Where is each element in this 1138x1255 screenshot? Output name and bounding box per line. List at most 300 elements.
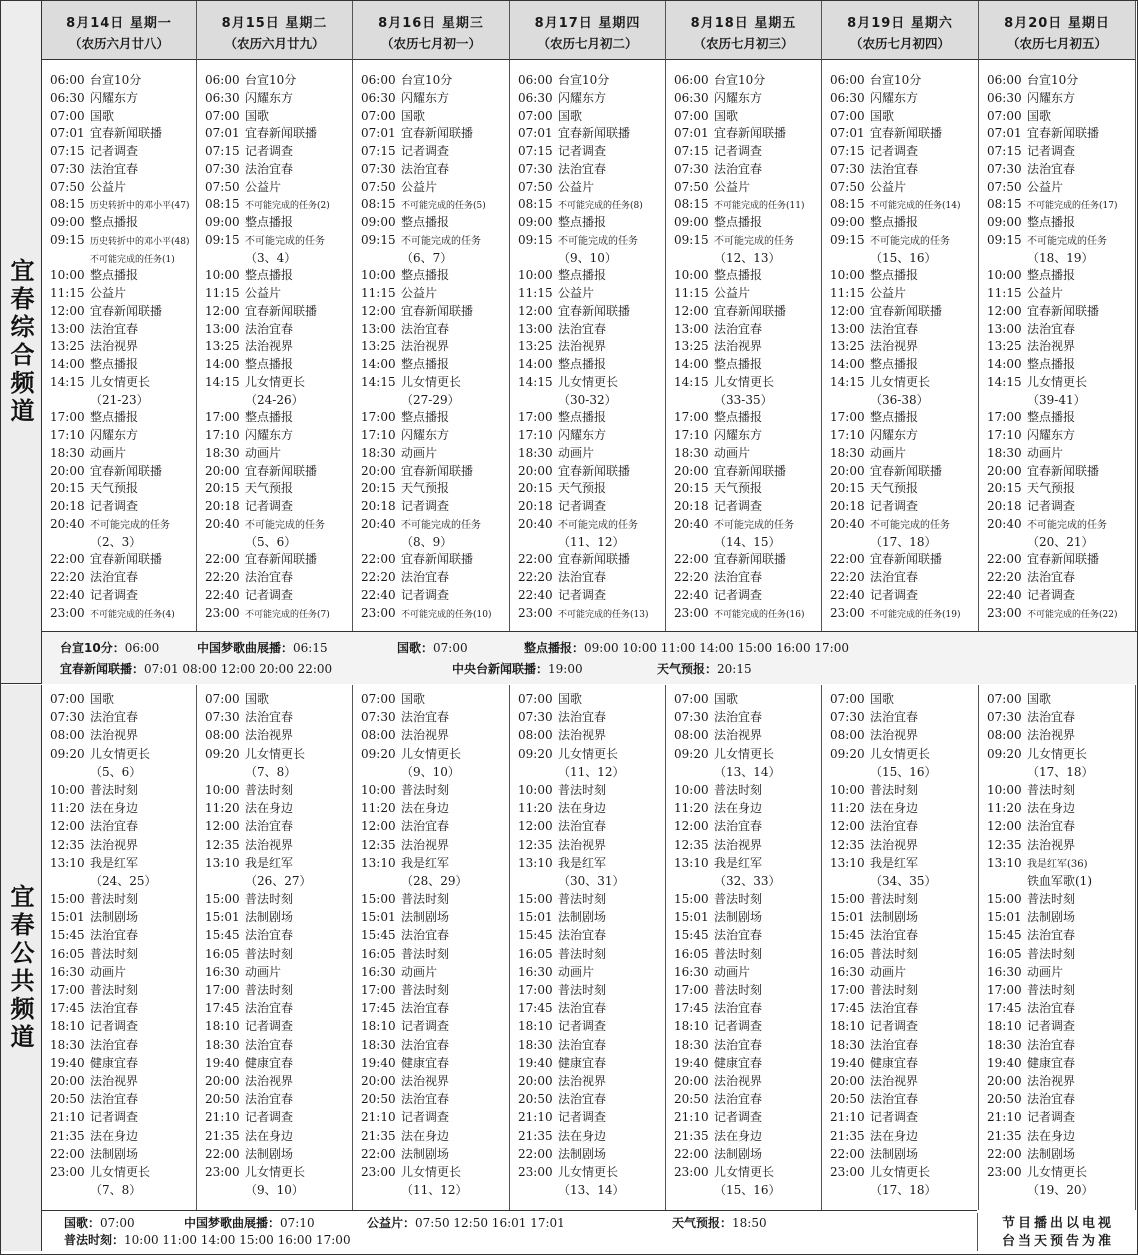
program-title: 宜春新闻联播 bbox=[1027, 552, 1100, 567]
program-line bbox=[353, 125, 509, 143]
program-line bbox=[979, 551, 1135, 569]
program-title: 儿女情更长 bbox=[1027, 1164, 1088, 1179]
program-time: 17:00 bbox=[50, 410, 85, 425]
program-title: 普法时刻 bbox=[245, 983, 294, 997]
footer-entry bbox=[64, 1231, 351, 1248]
program-title: 动画片 bbox=[1027, 445, 1064, 460]
program-line bbox=[197, 374, 352, 392]
program-title: 普法时刻 bbox=[558, 892, 607, 907]
program-time: 07:00 bbox=[361, 108, 396, 123]
program-title: 宜春新闻联播 bbox=[245, 303, 318, 318]
program-line bbox=[510, 1181, 665, 1199]
program-time: 21:35 bbox=[518, 1128, 553, 1143]
program-line bbox=[822, 854, 978, 872]
program-title: 法治视界 bbox=[401, 837, 450, 852]
program-line bbox=[979, 981, 1135, 999]
program-title: 宜春新闻联播 bbox=[870, 126, 943, 141]
program-title-continued: （5、6） bbox=[90, 764, 142, 779]
day-date: 8月18日 星期五 bbox=[690, 16, 797, 31]
program-title: 宜春新闻联播 bbox=[870, 463, 943, 478]
program-title-continued: （24-26） bbox=[245, 392, 304, 407]
program-line bbox=[666, 445, 821, 463]
program-time: 22:00 bbox=[674, 1146, 709, 1161]
program-time: 13:25 bbox=[50, 339, 85, 354]
program-time: 13:00 bbox=[830, 321, 865, 336]
program-line bbox=[666, 303, 821, 321]
program-time: 22:20 bbox=[987, 570, 1022, 584]
program-line bbox=[353, 1054, 509, 1072]
program-title: 法在身边 bbox=[90, 1128, 139, 1143]
program-title: 宜春新闻联播 bbox=[245, 126, 318, 141]
program-title: 法治宜春 bbox=[870, 1001, 919, 1016]
program-line bbox=[42, 480, 196, 498]
program-line bbox=[822, 516, 978, 534]
program-title: 法治视界 bbox=[90, 339, 139, 354]
program-time: 17:00 bbox=[50, 983, 85, 997]
program-title: 动画片 bbox=[401, 445, 438, 460]
program-line bbox=[197, 303, 352, 321]
program-line bbox=[42, 1163, 196, 1181]
program-title: 整点播报 bbox=[90, 268, 139, 283]
program-line bbox=[979, 196, 1135, 214]
program-time: 14:00 bbox=[50, 357, 85, 371]
program-title-continued: （30、31） bbox=[558, 873, 625, 888]
program-line bbox=[822, 1054, 978, 1072]
program-title: 法制剧场 bbox=[1027, 1146, 1076, 1161]
program-title: 记者调查 bbox=[401, 1110, 450, 1125]
program-title: 记者调查 bbox=[1027, 144, 1076, 158]
program-line bbox=[197, 981, 352, 999]
program-title: 我是红军 bbox=[870, 855, 919, 870]
program-line bbox=[510, 1145, 665, 1163]
footer-times: 20:15 bbox=[717, 662, 752, 676]
program-title: 记者调查 bbox=[870, 587, 919, 602]
program-line bbox=[42, 726, 196, 744]
program-line bbox=[510, 72, 665, 90]
program-title-continued: （13、14） bbox=[558, 1183, 625, 1198]
program-line bbox=[510, 605, 665, 623]
program-line bbox=[353, 321, 509, 339]
program-time: 06:30 bbox=[361, 90, 396, 105]
program-time: 22:00 bbox=[674, 552, 709, 567]
program-line bbox=[42, 963, 196, 981]
program-time: 07:15 bbox=[518, 144, 553, 158]
program-line bbox=[666, 551, 821, 569]
program-title: 法在身边 bbox=[714, 1128, 763, 1143]
program-title-continued: （15、16） bbox=[714, 1183, 781, 1198]
program-title: 闪耀东方 bbox=[714, 428, 763, 442]
program-line bbox=[822, 569, 978, 587]
program-title: 法治宜春 bbox=[714, 1037, 763, 1052]
program-line bbox=[510, 427, 665, 445]
program-title: 法在身边 bbox=[245, 1128, 294, 1143]
program-time: 14:00 bbox=[987, 357, 1022, 371]
program-line bbox=[353, 945, 509, 963]
program-title: 普法时刻 bbox=[90, 946, 139, 961]
program-time: 20:40 bbox=[205, 516, 240, 531]
program-title: 法治视界 bbox=[1027, 728, 1076, 743]
program-title: 法治宜春 bbox=[558, 1037, 607, 1052]
program-time: 18:30 bbox=[205, 1037, 240, 1052]
schedule-column bbox=[510, 685, 666, 1210]
program-title: 普法时刻 bbox=[1027, 782, 1076, 797]
channel-name-b: 宜春公共频道 bbox=[6, 884, 34, 1052]
program-time: 18:10 bbox=[518, 1019, 553, 1034]
program-title: 健康宜春 bbox=[401, 1055, 450, 1070]
program-time: 13:25 bbox=[205, 339, 240, 354]
program-line bbox=[979, 587, 1135, 605]
program-time: 14:15 bbox=[205, 374, 240, 389]
program-line bbox=[979, 143, 1135, 161]
program-line bbox=[510, 690, 665, 708]
footer-b bbox=[42, 1210, 977, 1254]
program-time: 15:45 bbox=[674, 928, 709, 943]
program-line bbox=[979, 303, 1135, 321]
program-time: 22:40 bbox=[987, 587, 1022, 602]
program-line bbox=[822, 232, 978, 250]
program-time: 10:00 bbox=[50, 782, 85, 797]
footer-entry bbox=[367, 1214, 565, 1231]
program-title: 法治宜春 bbox=[870, 570, 919, 584]
program-title: 法治视界 bbox=[870, 728, 919, 743]
program-title: 宜春新闻联播 bbox=[90, 463, 163, 478]
program-time: 07:00 bbox=[987, 692, 1022, 706]
program-title: 普法时刻 bbox=[558, 983, 607, 997]
program-time: 11:15 bbox=[674, 286, 709, 300]
program-title: 儿女情更长 bbox=[90, 374, 151, 389]
program-time: 09:15 bbox=[361, 232, 396, 247]
program-line bbox=[510, 392, 665, 410]
program-time: 07:30 bbox=[518, 161, 553, 176]
program-title-continued: （21-23） bbox=[90, 392, 149, 407]
program-line bbox=[510, 108, 665, 126]
program-title: 法治宜春 bbox=[401, 1037, 450, 1052]
program-line bbox=[666, 890, 821, 908]
program-time: 07:30 bbox=[361, 710, 396, 725]
program-title: 不可能完成的任务 bbox=[401, 519, 481, 531]
program-title: 普法时刻 bbox=[870, 782, 919, 797]
program-line bbox=[510, 1108, 665, 1126]
program-time: 16:05 bbox=[674, 946, 709, 961]
program-line bbox=[822, 125, 978, 143]
program-title: 整点播报 bbox=[1027, 357, 1076, 371]
program-line bbox=[666, 926, 821, 944]
program-line bbox=[510, 872, 665, 890]
program-line bbox=[822, 303, 978, 321]
program-time: 23:00 bbox=[50, 605, 85, 620]
program-line bbox=[353, 999, 509, 1017]
program-line bbox=[510, 125, 665, 143]
footer-label: 台宣10分： bbox=[60, 641, 125, 655]
program-time: 20:00 bbox=[205, 463, 240, 478]
program-time: 16:05 bbox=[361, 946, 396, 961]
program-title: 法治宜春 bbox=[714, 321, 763, 336]
program-time: 17:00 bbox=[674, 983, 709, 997]
footer-label: 国歌： bbox=[64, 1216, 101, 1230]
program-line bbox=[353, 214, 509, 232]
program-title-continued: （9、10） bbox=[558, 250, 617, 265]
program-title: 天气预报 bbox=[245, 481, 294, 496]
program-line bbox=[353, 817, 509, 835]
program-line bbox=[979, 605, 1135, 623]
program-title: 法治宜春 bbox=[245, 819, 294, 834]
program-time: 18:30 bbox=[674, 1037, 709, 1052]
day-date: 8月15日 星期二 bbox=[221, 16, 328, 31]
program-title-continued: （3、4） bbox=[245, 250, 297, 265]
program-line bbox=[197, 963, 352, 981]
program-line bbox=[666, 817, 821, 835]
program-title: 法治宜春 bbox=[870, 321, 919, 336]
program-time: 08:00 bbox=[361, 728, 396, 743]
program-title: 整点播报 bbox=[90, 357, 139, 371]
program-line bbox=[822, 817, 978, 835]
day-header bbox=[42, 0, 197, 60]
program-line bbox=[822, 72, 978, 90]
program-line bbox=[822, 161, 978, 179]
program-line bbox=[979, 214, 1135, 232]
program-title: 国歌 bbox=[714, 692, 739, 706]
program-time: 06:30 bbox=[50, 90, 85, 105]
program-time: 12:35 bbox=[50, 837, 85, 852]
program-time: 12:35 bbox=[361, 837, 396, 852]
program-time: 20:00 bbox=[987, 463, 1022, 478]
program-line bbox=[666, 1072, 821, 1090]
program-title: 记者调查 bbox=[558, 144, 607, 158]
program-line bbox=[666, 285, 821, 303]
program-time: 19:40 bbox=[50, 1055, 85, 1070]
program-time: 18:30 bbox=[50, 445, 85, 460]
program-time: 07:30 bbox=[50, 161, 85, 176]
program-time: 20:18 bbox=[50, 499, 85, 513]
program-title: 宜春新闻联播 bbox=[714, 552, 787, 567]
program-title: 法治视界 bbox=[1027, 1073, 1076, 1088]
program-title: 法治宜春 bbox=[90, 819, 139, 834]
program-title: 宜春新闻联播 bbox=[1027, 126, 1100, 141]
program-title: 记者调查 bbox=[90, 1019, 139, 1034]
program-line bbox=[197, 463, 352, 481]
program-title: 台宣10分 bbox=[1027, 73, 1079, 87]
program-line bbox=[979, 1036, 1135, 1054]
program-title: 健康宜春 bbox=[870, 1055, 919, 1070]
program-time: 20:18 bbox=[674, 499, 709, 513]
program-line bbox=[42, 303, 196, 321]
program-time: 17:00 bbox=[987, 410, 1022, 425]
program-time: 18:30 bbox=[830, 445, 865, 460]
program-title-continued: （9、10） bbox=[245, 1183, 304, 1198]
program-line bbox=[42, 745, 196, 763]
program-time: 17:10 bbox=[987, 428, 1022, 442]
program-time: 09:20 bbox=[830, 746, 865, 761]
program-title-continued: （18、19） bbox=[1027, 250, 1094, 265]
program-title: 法治宜春 bbox=[558, 928, 607, 943]
program-time: 22:20 bbox=[674, 570, 709, 584]
program-title: 不可能完成的任务 bbox=[245, 235, 325, 247]
program-time: 07:00 bbox=[50, 692, 85, 706]
program-line bbox=[822, 267, 978, 285]
program-time: 11:20 bbox=[674, 801, 709, 816]
program-time: 19:40 bbox=[205, 1055, 240, 1070]
program-time: 08:00 bbox=[674, 728, 709, 743]
program-title: 法治宜春 bbox=[401, 928, 450, 943]
program-title: 我是红军 bbox=[714, 855, 763, 870]
program-line bbox=[353, 356, 509, 374]
program-time: 15:45 bbox=[987, 928, 1022, 943]
program-time: 07:00 bbox=[50, 108, 85, 123]
program-line bbox=[197, 1181, 352, 1199]
program-time: 14:15 bbox=[50, 374, 85, 389]
program-time: 23:00 bbox=[205, 605, 240, 620]
program-title: 整点播报 bbox=[558, 215, 607, 229]
program-line bbox=[510, 250, 665, 268]
program-line bbox=[353, 196, 509, 214]
program-time: 22:40 bbox=[674, 587, 709, 602]
program-line bbox=[353, 836, 509, 854]
program-title: 儿女情更长 bbox=[558, 1164, 619, 1179]
program-line bbox=[197, 196, 352, 214]
program-title: 动画片 bbox=[714, 445, 751, 460]
program-line bbox=[42, 781, 196, 799]
program-title: 不可能完成的任务 bbox=[90, 519, 170, 531]
program-line bbox=[42, 196, 196, 214]
program-line bbox=[510, 945, 665, 963]
program-line bbox=[353, 409, 509, 427]
program-title: 记者调查 bbox=[401, 587, 450, 602]
program-line bbox=[42, 267, 196, 285]
program-time: 20:00 bbox=[518, 463, 553, 478]
program-time: 23:00 bbox=[518, 605, 553, 620]
program-line bbox=[822, 745, 978, 763]
program-title: 法治宜春 bbox=[558, 710, 607, 725]
program-line bbox=[822, 872, 978, 890]
program-time: 20:00 bbox=[361, 463, 396, 478]
program-title: 国歌 bbox=[245, 692, 270, 706]
program-line bbox=[353, 90, 509, 108]
program-time: 23:00 bbox=[50, 1164, 85, 1179]
program-title: 不可能完成的任务(22) bbox=[1027, 609, 1118, 620]
program-title: 闪耀东方 bbox=[558, 90, 607, 105]
program-line bbox=[666, 781, 821, 799]
program-time: 07:15 bbox=[674, 144, 709, 158]
program-time: 12:00 bbox=[518, 819, 553, 834]
program-line bbox=[666, 90, 821, 108]
program-line bbox=[822, 1090, 978, 1108]
program-time: 14:00 bbox=[830, 357, 865, 371]
program-time: 16:30 bbox=[830, 964, 865, 979]
program-time: 13:25 bbox=[674, 339, 709, 354]
schedule-column bbox=[42, 685, 197, 1210]
program-title-continued: （17、18） bbox=[870, 534, 937, 549]
program-time: 22:40 bbox=[518, 587, 553, 602]
program-title: 动画片 bbox=[90, 964, 127, 979]
program-time: 20:18 bbox=[518, 499, 553, 513]
program-line bbox=[979, 872, 1135, 890]
program-title: 不可能完成的任务(10) bbox=[401, 609, 492, 620]
program-title: 公益片 bbox=[90, 286, 127, 300]
program-line bbox=[666, 872, 821, 890]
schedule-column bbox=[822, 60, 979, 631]
note-line-1: 节目播出以电视 bbox=[1001, 1216, 1114, 1231]
program-line bbox=[822, 250, 978, 268]
program-time: 09:15 bbox=[987, 232, 1022, 247]
program-title: 法治宜春 bbox=[245, 710, 294, 725]
program-time: 13:00 bbox=[50, 321, 85, 336]
program-title: 闪耀东方 bbox=[401, 90, 450, 105]
program-line bbox=[353, 285, 509, 303]
program-line bbox=[42, 161, 196, 179]
program-title: 整点播报 bbox=[558, 410, 607, 425]
program-time: 09:15 bbox=[674, 232, 709, 247]
program-title: 整点播报 bbox=[401, 357, 450, 371]
program-line bbox=[197, 799, 352, 817]
program-title: 不可能完成的任务(13) bbox=[558, 609, 649, 620]
program-time: 18:30 bbox=[205, 445, 240, 460]
program-title: 健康宜春 bbox=[1027, 1055, 1076, 1070]
program-line bbox=[979, 854, 1135, 872]
program-title: 儿女情更长 bbox=[401, 374, 462, 389]
channel-name-a: 宜春综合频道 bbox=[6, 257, 34, 426]
program-line bbox=[197, 480, 352, 498]
program-title: 不可能完成的任务 bbox=[558, 519, 638, 531]
program-title: 记者调查 bbox=[714, 1110, 763, 1125]
program-title: 我是红军(36) bbox=[1027, 858, 1088, 870]
program-title: 普法时刻 bbox=[245, 782, 294, 797]
program-title: 整点播报 bbox=[714, 215, 763, 229]
program-title: 闪耀东方 bbox=[1027, 90, 1076, 105]
program-line bbox=[666, 836, 821, 854]
program-title: 法治视界 bbox=[1027, 837, 1076, 852]
schedule-column bbox=[822, 685, 979, 1210]
program-title: 记者调查 bbox=[558, 499, 607, 513]
day-header bbox=[353, 0, 510, 60]
program-title: 法治宜春 bbox=[870, 1037, 919, 1052]
program-title: 法治宜春 bbox=[90, 928, 139, 943]
program-line bbox=[197, 872, 352, 890]
program-time: 10:00 bbox=[361, 268, 396, 283]
program-line bbox=[666, 981, 821, 999]
program-title: 不可能完成的任务 bbox=[401, 235, 481, 247]
program-line bbox=[979, 690, 1135, 708]
program-title: 动画片 bbox=[245, 964, 282, 979]
day-header bbox=[197, 0, 353, 60]
program-title: 记者调查 bbox=[90, 144, 139, 158]
program-title: 法在身边 bbox=[870, 1128, 919, 1143]
program-title-continued: （7、8） bbox=[245, 764, 297, 779]
program-time: 17:00 bbox=[361, 983, 396, 997]
program-time: 20:00 bbox=[50, 463, 85, 478]
program-line bbox=[197, 569, 352, 587]
program-line bbox=[353, 605, 509, 623]
program-title: 健康宜春 bbox=[714, 1055, 763, 1070]
program-title: 公益片 bbox=[714, 286, 751, 300]
program-title: 法治宜春 bbox=[90, 1092, 139, 1107]
program-title: 整点播报 bbox=[90, 215, 139, 229]
program-title: 记者调查 bbox=[558, 1019, 607, 1034]
program-line bbox=[822, 551, 978, 569]
schedule-column bbox=[42, 60, 197, 631]
program-line bbox=[510, 817, 665, 835]
program-title: 整点播报 bbox=[714, 268, 763, 283]
program-line bbox=[510, 587, 665, 605]
program-title: 宜春新闻联播 bbox=[558, 126, 631, 141]
program-line bbox=[510, 799, 665, 817]
program-title: 国歌 bbox=[90, 108, 115, 123]
program-time: 16:05 bbox=[518, 946, 553, 961]
program-time: 15:01 bbox=[361, 910, 396, 925]
program-line bbox=[822, 338, 978, 356]
program-time: 10:00 bbox=[987, 782, 1022, 797]
program-title-continued: （17、18） bbox=[1027, 764, 1094, 779]
program-title: 闪耀东方 bbox=[245, 428, 294, 442]
